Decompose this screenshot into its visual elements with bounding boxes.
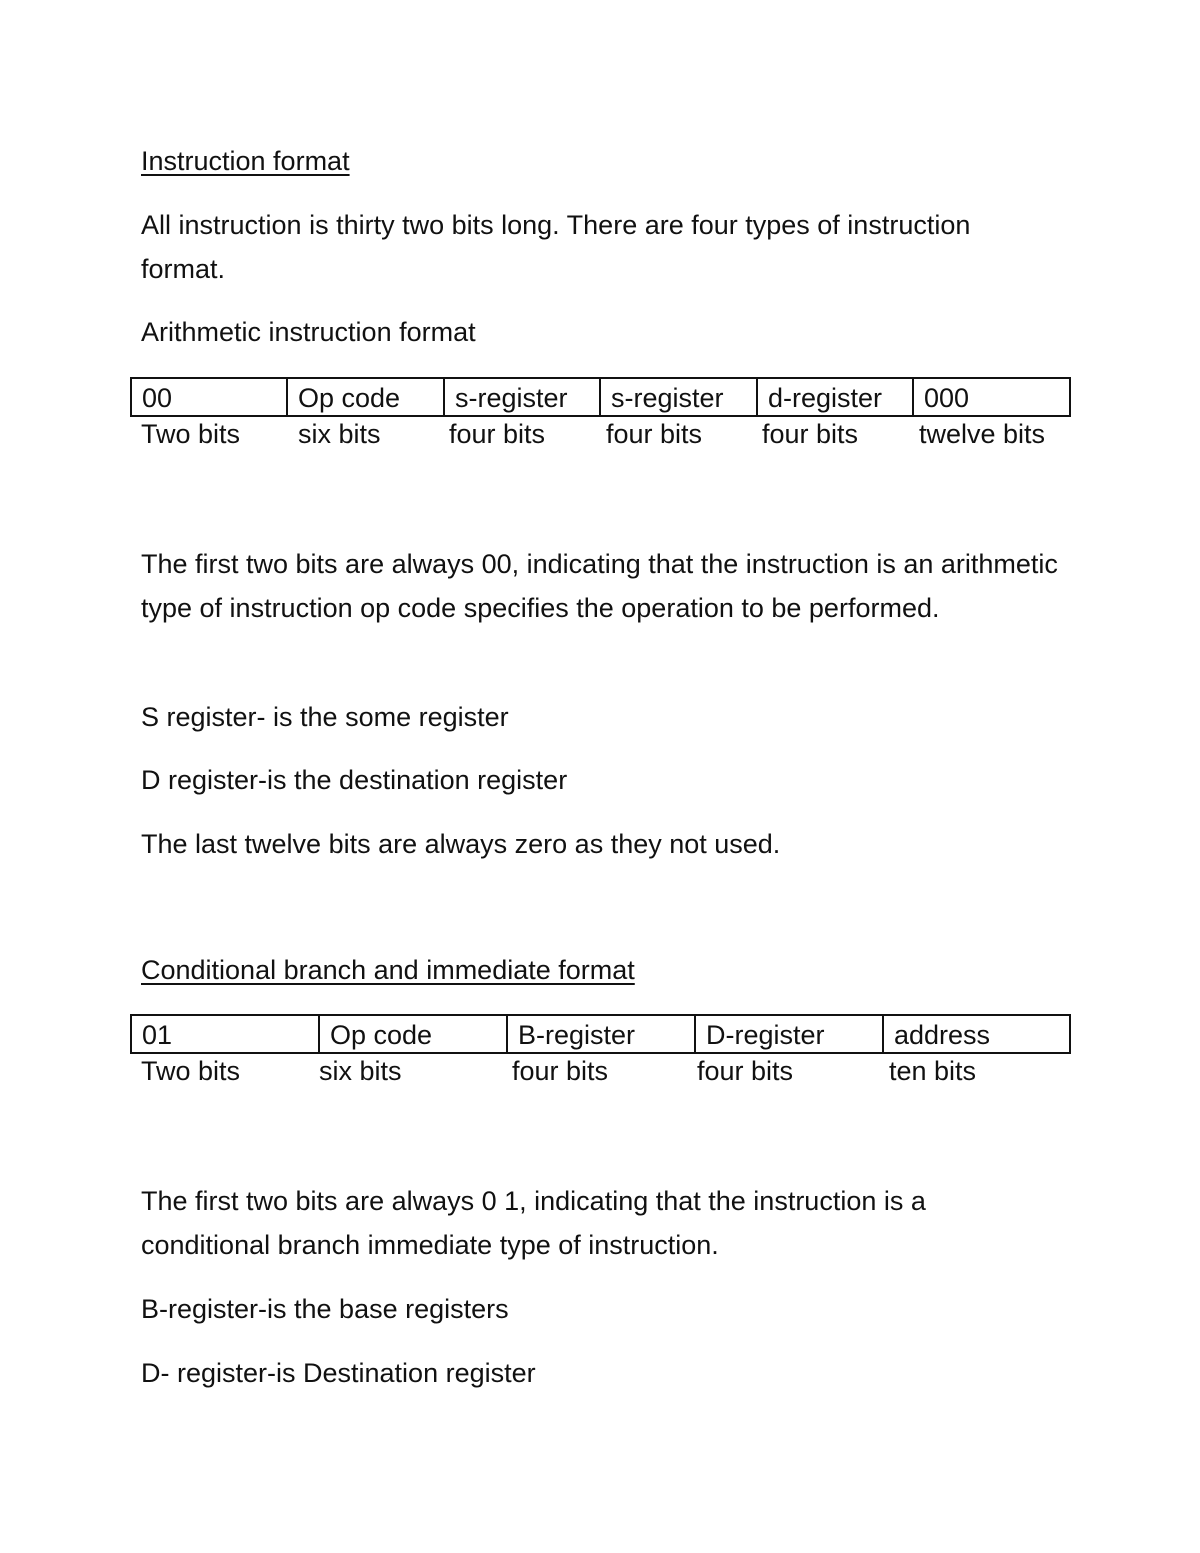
- note-line: The last twelve bits are always zero as they not used.: [141, 829, 781, 859]
- bit-width-label: six bits: [298, 419, 381, 449]
- field-cell: Op code: [320, 1016, 508, 1052]
- arithmetic-explanation-paragraph: The first two bits are always 00, indicating that the instruction is an arithmetic type of instruction op code specifies the operation to be performed.: [141, 549, 1058, 623]
- field-cell: 000: [924, 383, 970, 413]
- section-heading-instruction-format: Instruction format: [141, 146, 350, 176]
- section-heading-conditional-branch: Conditional branch and immediate format: [141, 955, 635, 985]
- arithmetic-format-subheading: Arithmetic instruction format: [141, 317, 476, 347]
- field-cell: s-register: [445, 379, 601, 415]
- conditional-branch-fields-row: [130, 1014, 1071, 1054]
- bit-width-label: four bits: [762, 419, 859, 449]
- bit-width-label: six bits: [319, 1056, 402, 1086]
- field-cell: s-register: [601, 379, 758, 415]
- bit-width-label: Two bits: [141, 1056, 241, 1086]
- bit-width-label: four bits: [697, 1056, 794, 1086]
- field-cell: B-register: [508, 1016, 696, 1052]
- field-cell: 01: [132, 1016, 320, 1052]
- bit-width-label: four bits: [606, 419, 703, 449]
- field-cell: address: [894, 1020, 991, 1050]
- bit-width-label: four bits: [449, 419, 546, 449]
- conditional-branch-explanation-paragraph: The first two bits are always 0 1, indicating that the instruction is a conditional branch immediate type of instruction.: [141, 1186, 926, 1260]
- intro-paragraph: All instruction is thirty two bits long. There are four types of instruction format.: [141, 210, 971, 284]
- bit-width-label: twelve bits: [919, 419, 1046, 449]
- field-cell: 00: [132, 379, 288, 415]
- field-cell: D-register: [696, 1016, 884, 1052]
- note-line: S register- is the some register: [141, 702, 509, 732]
- note-line: D register-is the destination register: [141, 765, 568, 795]
- bit-width-label: Two bits: [141, 419, 241, 449]
- bit-width-label: ten bits: [889, 1056, 977, 1086]
- bit-width-label: four bits: [512, 1056, 609, 1086]
- note-line: B-register-is the base registers: [141, 1294, 509, 1324]
- arithmetic-format-fields-row: [130, 377, 1071, 417]
- field-cell: d-register: [758, 379, 914, 415]
- note-line: D- register-is Destination register: [141, 1358, 536, 1388]
- field-cell: Op code: [288, 379, 445, 415]
